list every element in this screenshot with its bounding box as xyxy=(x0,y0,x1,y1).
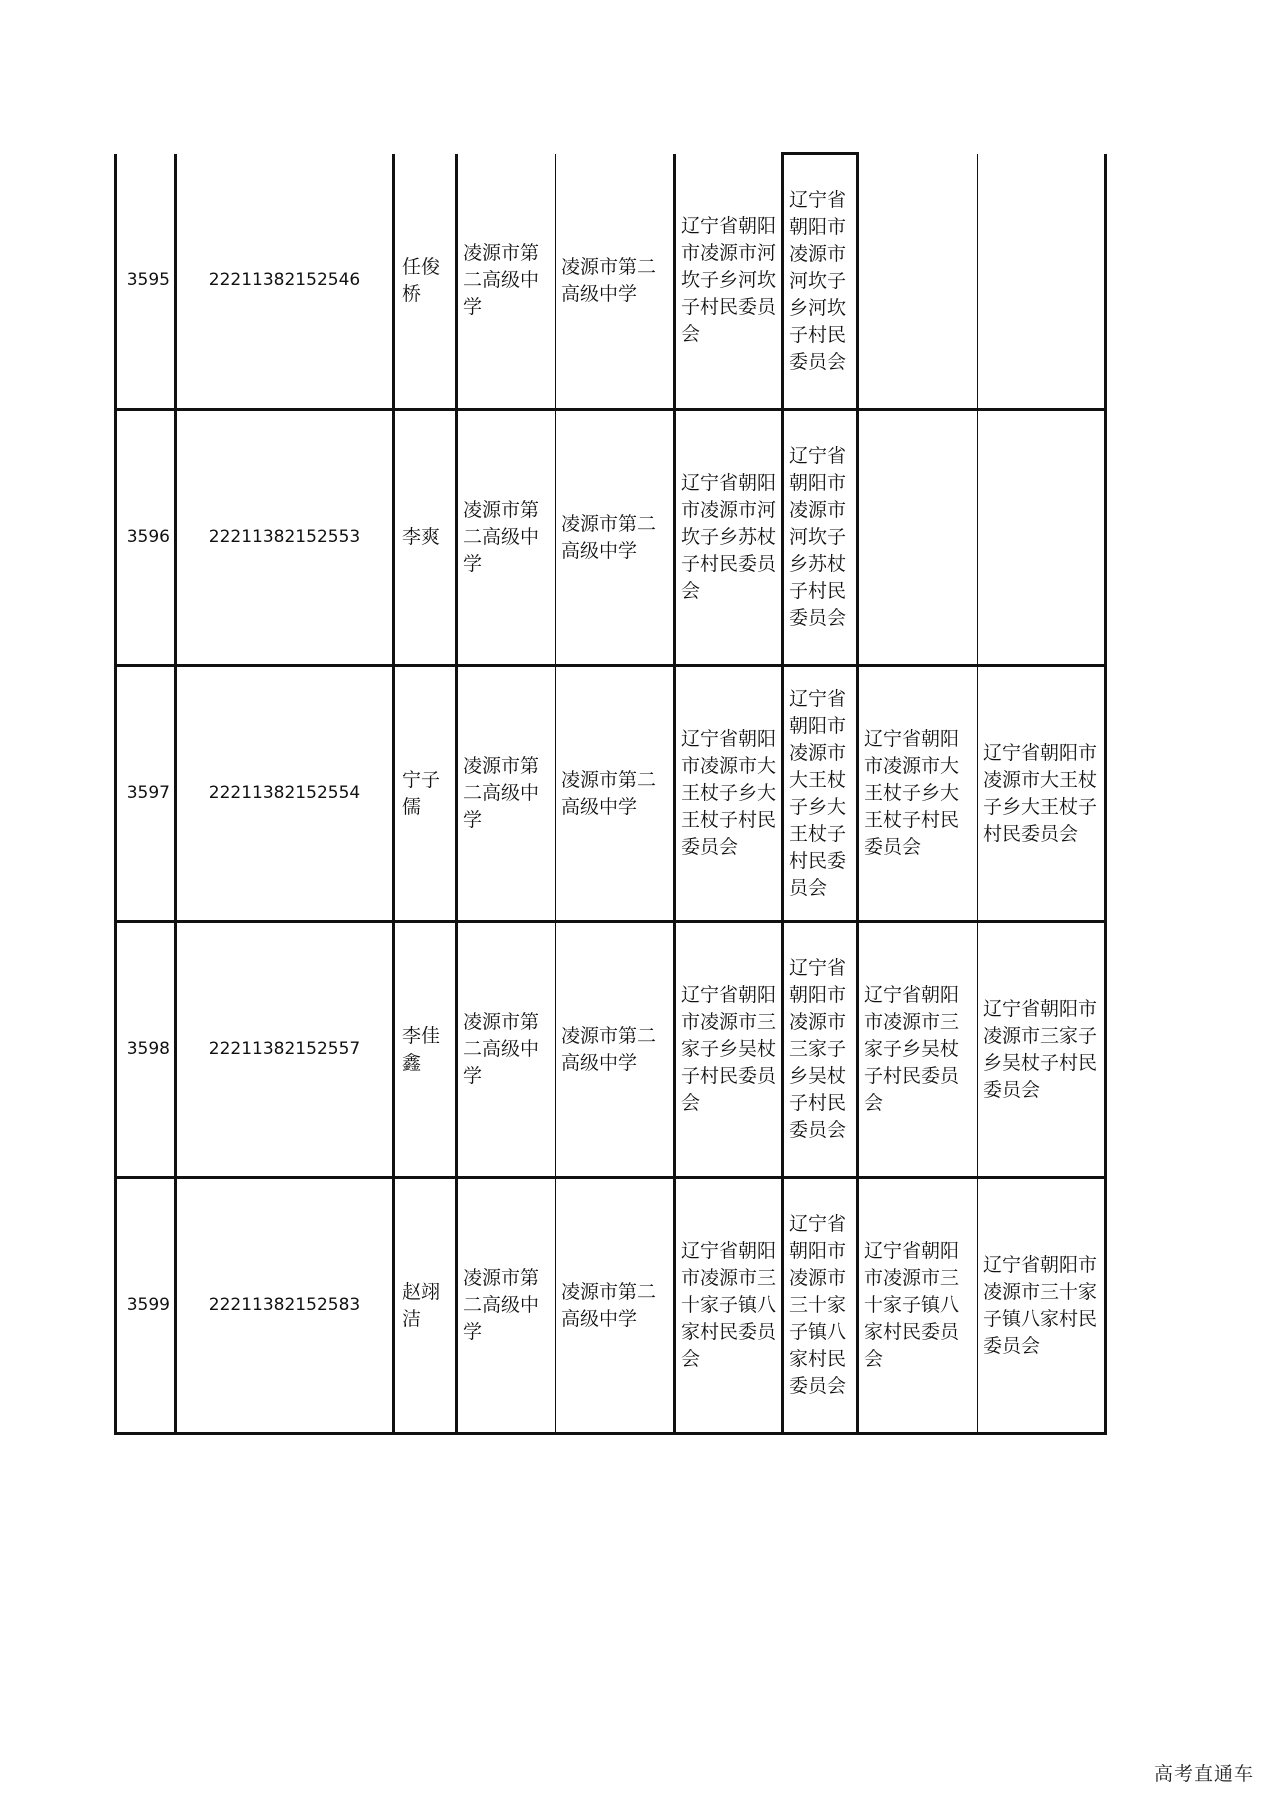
table-row xyxy=(116,410,1106,666)
cell-serial: 3595 xyxy=(116,154,176,410)
cell-address-1: 辽宁省朝阳市凌源市三家子乡吴杖子村民委员会 xyxy=(675,922,783,1178)
cell-address-3: 辽宁省朝阳市凌源市三十家子镇八家村民委员会 xyxy=(858,1178,978,1434)
table-row xyxy=(116,1178,1106,1434)
cell-address-2: 辽宁省朝阳市凌源市三家子乡吴杖子村民委员会 xyxy=(783,922,858,1178)
cell-serial: 3599 xyxy=(116,1178,176,1434)
cell-school: 凌源市第二高级中学 xyxy=(457,666,556,922)
cell-school-2: 凌源市第二高级中学 xyxy=(556,666,675,922)
table-row xyxy=(116,666,1106,922)
cell-school-2: 凌源市第二高级中学 xyxy=(556,1178,675,1434)
cell-exam-id: 22211382152583 xyxy=(176,1178,394,1434)
cell-name: 宁子儒 xyxy=(394,666,457,922)
cell-address-4 xyxy=(978,154,1106,410)
table-row xyxy=(116,922,1106,1178)
cell-address-1: 辽宁省朝阳市凌源市三十家子镇八家村民委员会 xyxy=(675,1178,783,1434)
cell-name: 李佳鑫 xyxy=(394,922,457,1178)
cell-school-2: 凌源市第二高级中学 xyxy=(556,154,675,410)
cell-address-4: 辽宁省朝阳市凌源市大王杖子乡大王杖子村民委员会 xyxy=(978,666,1106,922)
cell-address-3: 辽宁省朝阳市凌源市大王杖子乡大王杖子村民委员会 xyxy=(858,666,978,922)
cell-address-2: 辽宁省朝阳市凌源市大王杖子乡大王杖子村民委员会 xyxy=(783,666,858,922)
cell-address-3 xyxy=(858,154,978,410)
cell-exam-id: 22211382152557 xyxy=(176,922,394,1178)
table-row xyxy=(116,154,1106,410)
cell-serial: 3596 xyxy=(116,410,176,666)
cell-address-1: 辽宁省朝阳市凌源市河坎子乡河坎子村民委员会 xyxy=(675,154,783,410)
cell-exam-id: 22211382152553 xyxy=(176,410,394,666)
cell-address-1: 辽宁省朝阳市凌源市河坎子乡苏杖子村民委员会 xyxy=(675,410,783,666)
cell-serial: 3598 xyxy=(116,922,176,1178)
watermark-text: 高考直通车 xyxy=(1153,1763,1254,1785)
cell-address-3: 辽宁省朝阳市凌源市三家子乡吴杖子村民委员会 xyxy=(858,922,978,1178)
roster-table xyxy=(114,152,1107,1435)
cell-name: 赵翊洁 xyxy=(394,1178,457,1434)
cell-address-4: 辽宁省朝阳市凌源市三十家子镇八家村民委员会 xyxy=(978,1178,1106,1434)
cell-school: 凌源市第二高级中学 xyxy=(457,922,556,1178)
cell-name: 李爽 xyxy=(394,410,457,666)
cell-address-2: 辽宁省朝阳市凌源市三十家子镇八家村民委员会 xyxy=(783,1178,858,1434)
cell-name: 任俊桥 xyxy=(394,154,457,410)
cell-school: 凌源市第二高级中学 xyxy=(457,1178,556,1434)
cell-address-2: 辽宁省朝阳市凌源市河坎子乡苏杖子村民委员会 xyxy=(783,410,858,666)
cell-serial: 3597 xyxy=(116,666,176,922)
cell-address-2: 辽宁省朝阳市凌源市河坎子乡河坎子村民委员会 xyxy=(783,154,858,410)
cell-address-4: 辽宁省朝阳市凌源市三家子乡吴杖子村民委员会 xyxy=(978,922,1106,1178)
cell-address-4 xyxy=(978,410,1106,666)
cell-address-1: 辽宁省朝阳市凌源市大王杖子乡大王杖子村民委员会 xyxy=(675,666,783,922)
cell-exam-id: 22211382152546 xyxy=(176,154,394,410)
cell-school-2: 凌源市第二高级中学 xyxy=(556,410,675,666)
cell-address-3 xyxy=(858,410,978,666)
cell-exam-id: 22211382152554 xyxy=(176,666,394,922)
cell-school: 凌源市第二高级中学 xyxy=(457,410,556,666)
cell-school: 凌源市第二高级中学 xyxy=(457,154,556,410)
cell-school-2: 凌源市第二高级中学 xyxy=(556,922,675,1178)
